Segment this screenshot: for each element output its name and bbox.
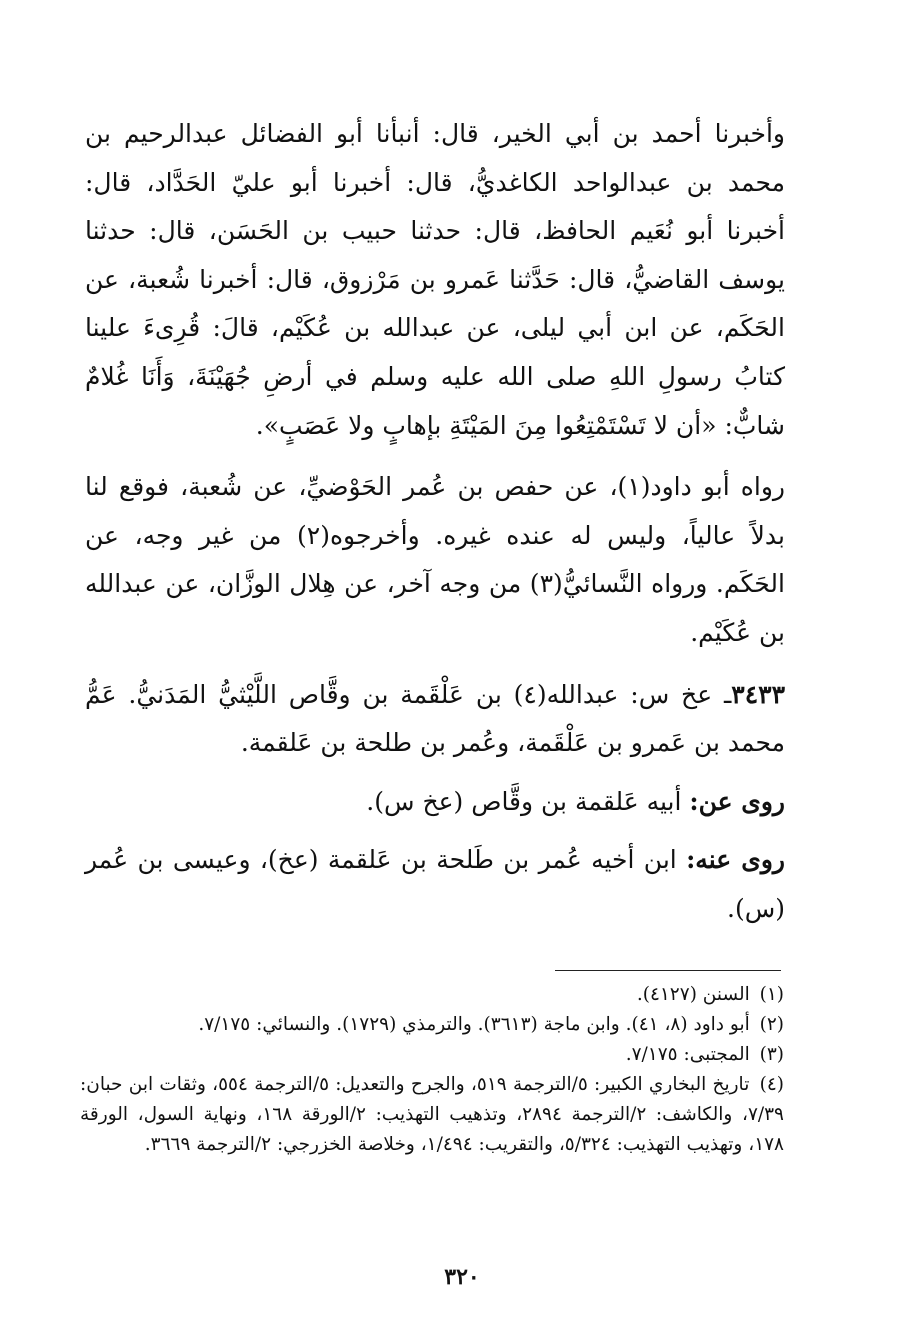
narrated-from-text: أبيه عَلقمة بن وقَّاص (عخ س).	[366, 786, 690, 816]
footnote-separator	[555, 970, 781, 971]
footnote-number: (٣)	[759, 1044, 784, 1065]
footnote-text: أبو داود (٨، ٤١). وابن ماجة (٣٦١٣). والترمذي (١٧٢٩). والنسائي: ٧/١٧٥.	[198, 1014, 750, 1035]
entry-heading	[85, 671, 785, 768]
page-number: ٣٢٠	[444, 1264, 480, 1290]
takhrij-paragraph: رواه أبو داود(١)، عن حفص بن عُمر الحَوْضيِّ، عن شُعبة، فوقع لنا بدلاً عالياً، وليس له عنده غيره. وأخرجوه(٢) من غير وجه، عن الحَكَم. ورواه النَّسائيُّ(٣) من وجه آخر، عن هِلال الوزَّان، عن عبدالله بن عُكَيْم.	[85, 472, 786, 647]
narrated-by-text: ابن أخيه عُمر بن طَلحة بن عَلقمة (عخ)، وعيسى بن عُمر (س).	[85, 845, 785, 923]
narrated-by-label: روى عنه:	[686, 845, 785, 875]
narrated-by	[85, 836, 785, 933]
footnote-text: السنن (٤١٢٧).	[636, 984, 750, 1005]
entry-number: ٣٤٣٣	[731, 679, 785, 709]
hadith-paragraph: وأخبرنا أحمد بن أبي الخير، قال: أنبأنا أبو الفضائل عبدالرحيم بن محمد بن عبدالواحد الكاغديُّ، قال: أخبرنا أبو عليّ الحَدَّاد، قال: أخبرنا أبو نُعَيم الحافظ، قال: حدثنا حبيب بن الحَسَن، قال: حدثنا يوسف القاضيُّ، قال: حَدَّثنا عَمرو بن مَرْزوق، قال: أخبرنا شُعبة، عن الحَكَم، عن ابن أبي ليلى، عن عبدالله بن عُكَيْم، قالَ: قُرِىءَ علينا كتابُ رسولِ اللهِ صلى الله عليه وسلم في أرضِ جُهَيْنَةَ، وَأَنَا غُلامٌ شابٌّ: «أن لا تَسْتَمْتِعُوا مِنَ المَيْتَةِ بإهابٍ ولا عَصَبٍ».	[85, 119, 785, 440]
footnote-2	[80, 1010, 784, 1040]
footnote-number: (٤)	[759, 1074, 785, 1095]
footnote-number: (٢)	[759, 1014, 784, 1035]
narrated-from-label: روى عن:	[689, 786, 785, 816]
footnote-1	[80, 980, 784, 1010]
footnote-text: تاريخ البخاري الكبير: ٥/الترجمة ٥١٩، والجرح والتعديل: ٥/الترجمة ٥٥٤، وثقات ابن حبان: ٧/٣٩، والكاشف: ٢/الترجمة ٢٨٩٤، وتذهيب التهذيب: ٢/الورقة ١٦٨، ونهاية السول، الورقة ١٧٨، وتهذيب التهذيب: ٥/٣٢٤، والتقريب: ١/٤٩٤، وخلاصة الخزرجي: ٢/الترجمة ٣٦٦٩.	[80, 1074, 784, 1155]
footnote-text: المجتبى: ٧/١٧٥.	[625, 1044, 750, 1065]
footnote-3	[80, 1040, 784, 1070]
footnote-4	[80, 1070, 784, 1160]
entry-text: ـ عخ س: عبدالله(٤) بن عَلْقَمة بن وقَّاص اللَّيْثيُّ المَدَنيُّ. عَمُّ محمد بن عَمرو بن عَلْقَمة، وعُمر بن طلحة بن عَلقمة.	[85, 679, 785, 758]
narrated-from	[85, 778, 785, 827]
footnotes	[80, 980, 784, 1160]
main-text	[85, 110, 785, 934]
footnote-number: (١)	[759, 984, 784, 1005]
